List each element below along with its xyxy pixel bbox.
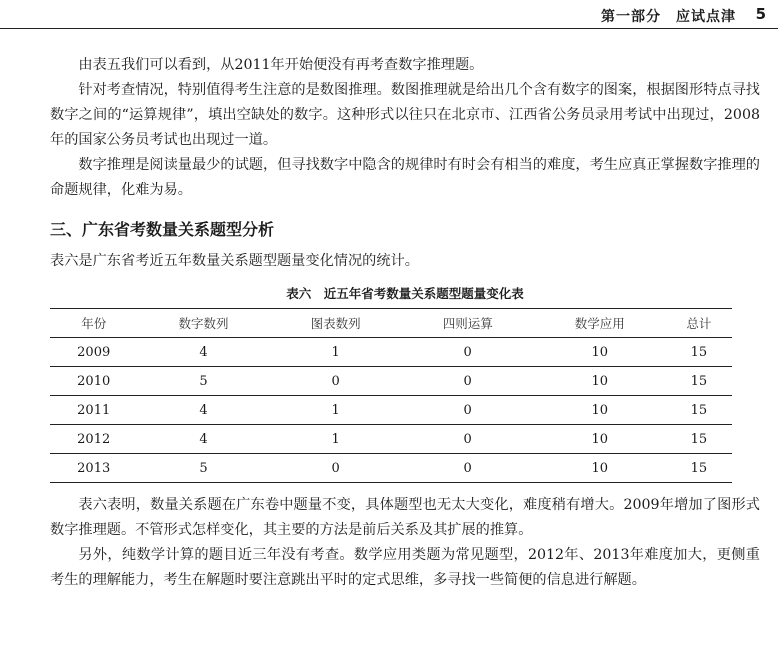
- data-table: [50, 308, 732, 483]
- table-cell: 2010: [77, 373, 111, 389]
- table-cell: 15: [690, 344, 708, 360]
- table-cell: 0: [463, 344, 472, 360]
- table-cell: 0: [463, 373, 472, 389]
- running-title: 第一部分 应试点津: [601, 9, 736, 25]
- table-cell: 2012: [77, 431, 111, 447]
- table-cell: 10: [591, 431, 609, 447]
- table-cell: 4: [199, 344, 208, 360]
- col-header-math-application: 数学应用: [574, 316, 625, 331]
- col-header-number-series: 数字数列: [178, 316, 229, 331]
- paragraph: 由表五我们可以看到，从2011年开始便没有再考查数字推理题。: [78, 57, 484, 73]
- table-cell: 5: [199, 373, 208, 389]
- table-cell: 0: [463, 431, 472, 447]
- table-cell: 10: [591, 460, 609, 476]
- col-header-arithmetic: 四则运算: [442, 316, 493, 331]
- page-number: 5: [755, 5, 766, 23]
- col-header-year: 年份: [81, 316, 107, 331]
- table-cell: 15: [690, 402, 708, 418]
- table-cell: 0: [463, 402, 472, 418]
- table-cell: 10: [591, 344, 609, 360]
- page-header: [0, 0, 778, 29]
- table-cell: 0: [331, 373, 340, 389]
- table-row: [50, 367, 732, 396]
- table-header-row: [50, 309, 732, 338]
- table-row: [50, 454, 732, 483]
- table-row: [50, 396, 732, 425]
- table-cell: 10: [591, 373, 609, 389]
- table-cell: 15: [690, 460, 708, 476]
- table-cell: 1: [331, 402, 340, 418]
- table-cell: 4: [199, 402, 208, 418]
- table-intro: 表六是广东省考近五年数量关系题型题量变化情况的统计。: [50, 253, 419, 269]
- table-cell: 15: [690, 431, 708, 447]
- table-cell: 0: [331, 460, 340, 476]
- table-cell: 15: [690, 373, 708, 389]
- col-header-total: 总计: [686, 316, 712, 331]
- paragraph: 针对考查情况，特别值得考生注意的是数图推理。数图推理就是给出几个含有数字的图案，根据图形特点寻找数字之间的“运算规律”，填出空缺处的数字。这种形式以往只在北京市、江西省公务员录用考试中出现过，2008年的国家公务员考试也出现过一道。: [50, 82, 760, 148]
- paragraph: 另外，纯数学计算的题目近三年没有考查。数学应用类题为常见题型，2012年、2013年难度加大，更侧重考生的理解能力，考生在解题时要注意跳出平时的定式思维，多寻找一些简便的信息进行解题。: [50, 547, 760, 588]
- table-cell: 10: [591, 402, 609, 418]
- page-body: [50, 53, 760, 593]
- paragraph: 数字推理是阅读量最少的试题，但寻找数字中隐含的规律时有时会有相当的难度，考生应真正掌握数字推理的命题规律，化难为易。: [50, 157, 760, 198]
- table-cell: 0: [463, 460, 472, 476]
- table-cell: 5: [199, 460, 208, 476]
- table-caption: 表六 近五年省考数量关系题型题量变化表: [286, 286, 524, 301]
- table-row: [50, 338, 732, 367]
- table-cell: 1: [331, 344, 340, 360]
- table-row: [50, 425, 732, 454]
- table-cell: 2013: [77, 460, 111, 476]
- table-cell: 4: [199, 431, 208, 447]
- table-cell: 2009: [77, 344, 111, 360]
- col-header-chart-series: 图表数列: [310, 316, 361, 331]
- table-cell: 1: [331, 431, 340, 447]
- section-heading: 三、广东省考数量关系题型分析: [50, 220, 275, 239]
- paragraph: 表六表明，数量关系题在广东卷中题量不变，具体题型也无太大变化，难度稍有增大。2009年增加了图形式数字推理题。不管形式怎样变化，其主要的方法是前后关系及其扩展的推算。: [50, 497, 760, 538]
- table-cell: 2011: [77, 402, 111, 418]
